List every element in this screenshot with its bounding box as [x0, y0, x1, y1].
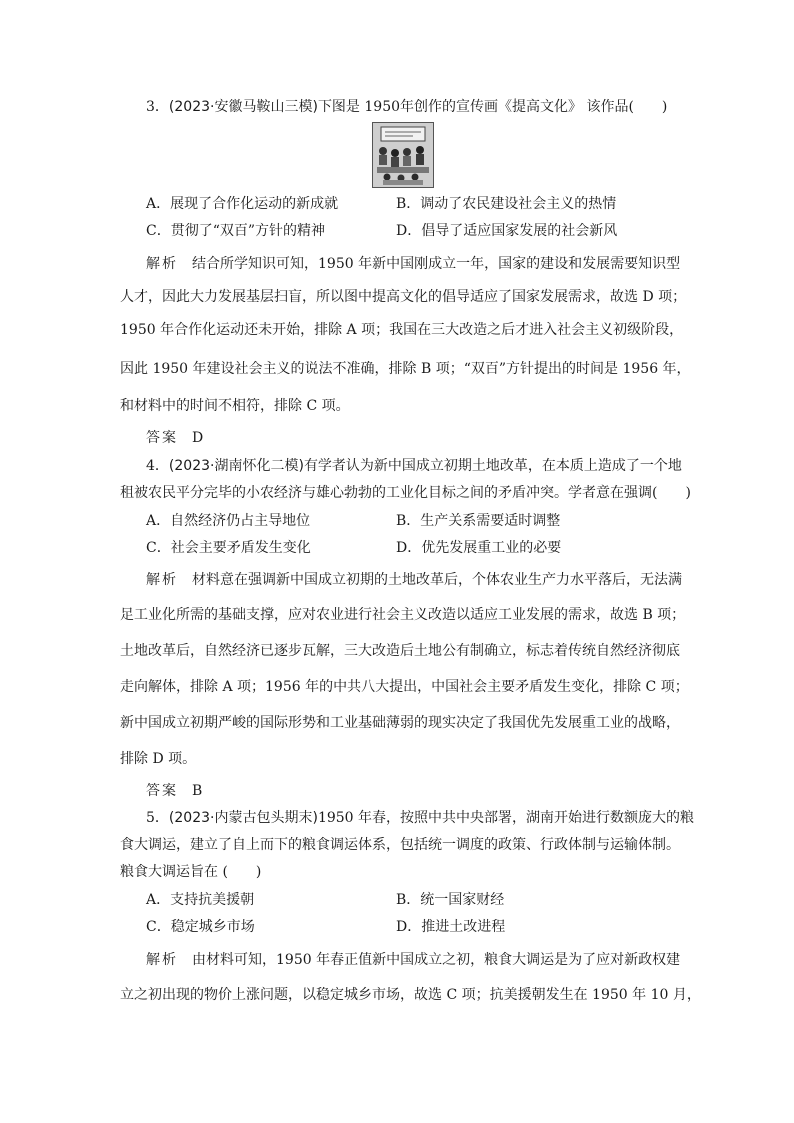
- q5-analysis-line-1: 解析 由材料可知，1950 年春正值新中国成立之初，粮食大调运是为了应对新政权建: [146, 952, 681, 968]
- question-5-stem-line-1: 5．(2023·内蒙古包头期末)1950 年春，按照中共中央部署，湖南开始进行数额庞大的粮: [146, 810, 695, 826]
- propaganda-poster-image: [372, 122, 434, 188]
- q4-analysis-line-1: 解析 材料意在强调新中国成立初期的土地改革后，个体农业生产力水平落后，无法满: [146, 572, 682, 588]
- analysis-label: 解析: [146, 256, 178, 272]
- q4-analysis-line-2: 足工业化所需的基础支撑，应对农业进行社会主义改造以适应工业发展的需求，故选 B 项；: [120, 607, 686, 623]
- q5-option-d: D．推进土改进程: [396, 919, 506, 935]
- question-5-stem-line-2: 食大调运，建立了自上而下的粮食调运体系，包括统一调度的政策、行政体制与运输体制。: [120, 837, 680, 853]
- question-5-stem-line-3: 粮食大调运旨在 ( ): [120, 864, 262, 880]
- q3-option-a: A．展现了合作化运动的新成就: [146, 196, 339, 212]
- q5-option-b: B．统一国家财经: [396, 892, 505, 908]
- q4-option-d: D．优先发展重工业的必要: [396, 540, 562, 556]
- question-4-stem-line-1: 4．(2023·湖南怀化二模)有学者认为新中国成立初期土地改革，在本质上造成了一个地: [146, 458, 682, 474]
- q4-analysis-line-4: 走向解体，排除 A 项；1956 年的中共八大提出，中国社会主要矛盾发生变化，排除 C 项；: [120, 679, 689, 695]
- q3-analysis-line-1: 解析 结合所学知识可知，1950 年新中国刚成立一年，国家的建设和发展需要知识型: [146, 256, 681, 272]
- q4-analysis-line-3: 土地改革后，自然经济已逐步瓦解，三大改造后土地公有制确立，标志着传统自然经济彻底: [120, 643, 680, 659]
- q3-analysis-line-3: 1950 年合作化运动还未开始，排除 A 项；我国在三大改造之后才进入社会主义初级阶段，: [120, 322, 684, 338]
- q3-option-c: C．贯彻了“双百”方针的精神: [146, 223, 326, 239]
- q4-option-c: C．社会主要矛盾发生变化: [146, 540, 311, 556]
- question-3-stem: [146, 97, 667, 117]
- q5-option-a: A．支持抗美援朝: [146, 892, 255, 908]
- poster-illustration: [373, 123, 433, 187]
- answer-value: D: [192, 430, 204, 446]
- q3-answer: [146, 428, 203, 448]
- q4-answer: 答案 B: [146, 783, 203, 799]
- question-source: (2023·安徽马鞍山三模): [168, 99, 318, 115]
- q4-analysis-line-6: 排除 D 项。: [120, 751, 197, 767]
- q3-analysis-line-2: 人才，因此大力发展基层扫盲，所以图中提高文化的倡导适应了国家发展需求，故选 D 项；: [120, 289, 687, 305]
- q4-analysis-line-5: 新中国成立初期严峻的国际形势和工业基础薄弱的现实决定了我国优先发展重工业的战略，: [120, 715, 680, 731]
- question-number: 3．: [146, 99, 169, 115]
- q3-option-b: B．调动了农民建设社会主义的热情: [396, 196, 617, 212]
- question-4-stem-line-2: 租被农民平分完毕的小农经济与雄心勃勃的工业化目标之间的矛盾冲突。学者意在强调( ): [120, 485, 691, 501]
- q4-option-a: A．自然经济仍占主导地位: [146, 513, 311, 529]
- answer-label: 答案: [146, 430, 178, 446]
- question-stem-text: 下图是 1950年创作的宣传画《提高文化》 该作品( ): [317, 99, 668, 115]
- q3-option-d: D．倡导了适应国家发展的社会新风: [396, 223, 618, 239]
- q3-analysis-line-4: 因此 1950 年建设社会主义的说法不准确，排除 B 项；“双百”方针提出的时间是 1956 年，: [120, 361, 691, 377]
- q3-analysis-line-5: 和材料中的时间不相符，排除 C 项。: [120, 398, 350, 414]
- q4-option-b: B．生产关系需要适时调整: [396, 513, 561, 529]
- q5-option-c: C．稳定城乡市场: [146, 919, 255, 935]
- q5-analysis-line-2: 立之初出现的物价上涨问题，以稳定城乡市场，故选 C 项；抗美援朝发生在 1950 年 10 月，: [120, 987, 701, 1003]
